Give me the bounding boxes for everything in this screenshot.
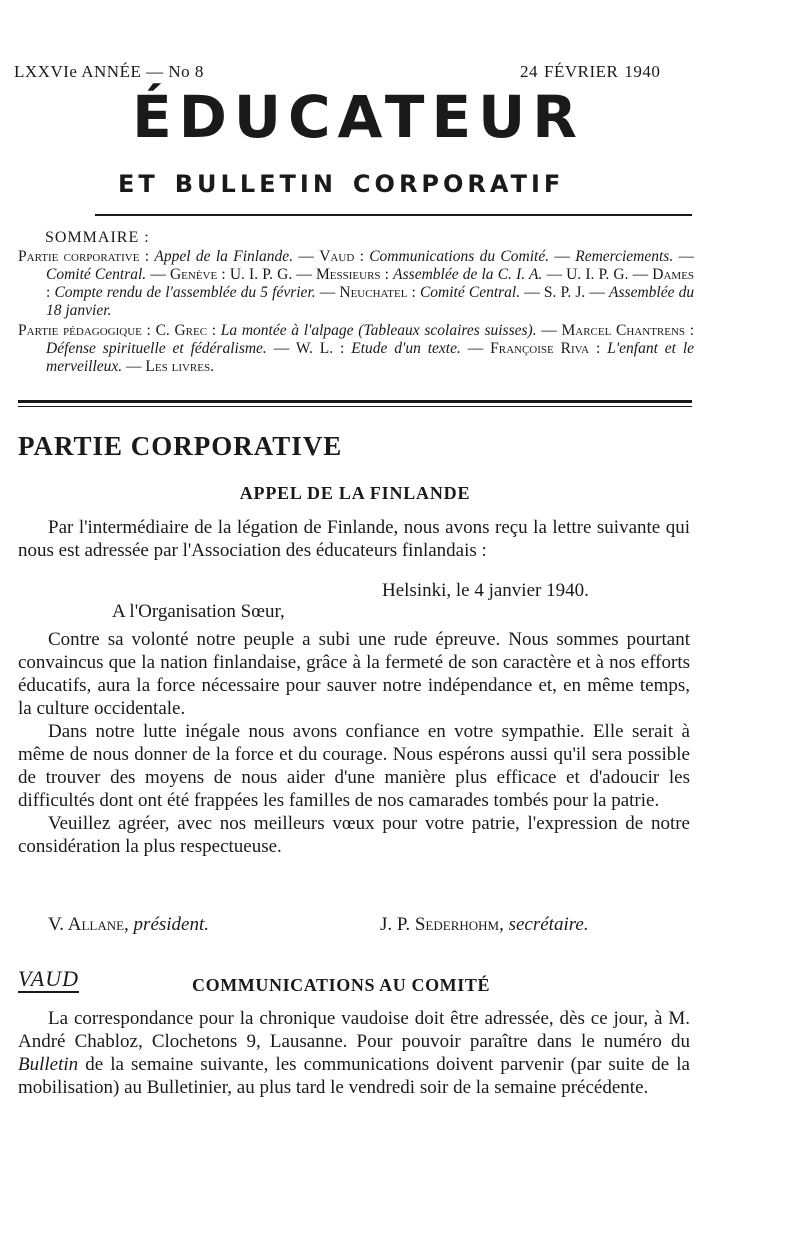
article-intro: Par l'intermédiaire de la légation de Finlande, nous avons reçu la lettre suivante qui nous est adressée par l'Association des éducateurs finlandais :: [18, 517, 690, 561]
issue-number: LXXVIe ANNÉE — No 8: [14, 62, 204, 81]
signature-secretaire: J. P. Sederhohm, secrétaire.: [380, 914, 589, 935]
letter-paragraph: Veuillez agréer, avec nos meilleurs vœux pour votre patrie, l'expression de notre considération la plus respectueuse.: [18, 813, 690, 857]
article-heading-communications: COMMUNICATIONS AU COMITÉ: [192, 975, 491, 995]
region-label-vaud: VAUD: [18, 966, 80, 991]
vaud-article-body: La correspondance pour la chronique vaudoise doit être adressée, dès ce jour, à M. André Chabloz, Clochetons 9, Lausanne. Pour pouvoir paraître dans le numéro du Bulletin de la semaine suivante, les communications doivent parvenir (par suite de la mobilisation) au Bulletinier, au plus tard le vendredi soir de la semaine précédente.: [18, 1008, 690, 1098]
toc-partie-corporative: Partie corporative : Appel de la Finlande. — Vaud : Communications du Comité. — Remerciements. — Comité Central. — Genève : U. I. P. G. — Messieurs : Assemblée de la C. I. A. — U. I. P. G. — Dames : Compte rendu de l'assemblée du 5 février. — Neuchatel : Comité Central. — S. P. J. — Assemblée du 18 janvier.: [18, 248, 695, 319]
letter-paragraph: Dans notre lutte inégale nous avons confiance en votre sympathie. Elle serait à même de nous donner de la force et du courage. Nous espérons aussi qu'il sera possible de trouver des moyens de nous aider d'une manière plus efficace et d'adoucir les difficultés dont ont été frappées les familles de nos camarades tombés pour la patrie.: [18, 721, 690, 811]
section-rule-thin: [18, 406, 692, 407]
issue-date: 24 FÉVRIER 1940: [520, 62, 661, 81]
table-of-contents: [18, 248, 694, 378]
toc-partie-pedagogique: Partie pédagogique : C. Grec : La montée à l'alpage (Tableaux scolaires suisses). — Marcel Chantrens : Défense spirituelle et fédéralisme. — W. L. : Etude d'un texte. — Françoise Riva : L'enfant et le merveilleux. — Les livres.: [18, 322, 695, 375]
letter-body: [18, 628, 690, 858]
masthead-subtitle: ET BULLETIN CORPORATIF: [118, 170, 565, 198]
letter-paragraph: Contre sa volonté notre peuple a subi une rude épreuve. Nous sommes pourtant convaincus que la nation finlandaise, grâce à la fermeté de son caractère et à nos efforts éducatifs, aura la force nécessaire pour sauver notre indépendance et, en même temps, la culture occidentale.: [18, 629, 690, 719]
letter-dateline: Helsinki, le 4 janvier 1940.: [382, 580, 589, 601]
article-heading-appel: APPEL DE LA FINLANDE: [239, 483, 471, 503]
signature-president: V. Allane, président.: [48, 914, 210, 935]
section-title: PARTIE CORPORATIVE: [18, 431, 343, 461]
masthead-title: ÉDUCATEUR: [132, 83, 584, 151]
letter-salutation: A l'Organisation Sœur,: [112, 601, 285, 622]
sommaire-heading: SOMMAIRE :: [45, 229, 150, 246]
header-rule: [95, 214, 692, 216]
section-rule-thick: [18, 400, 692, 403]
